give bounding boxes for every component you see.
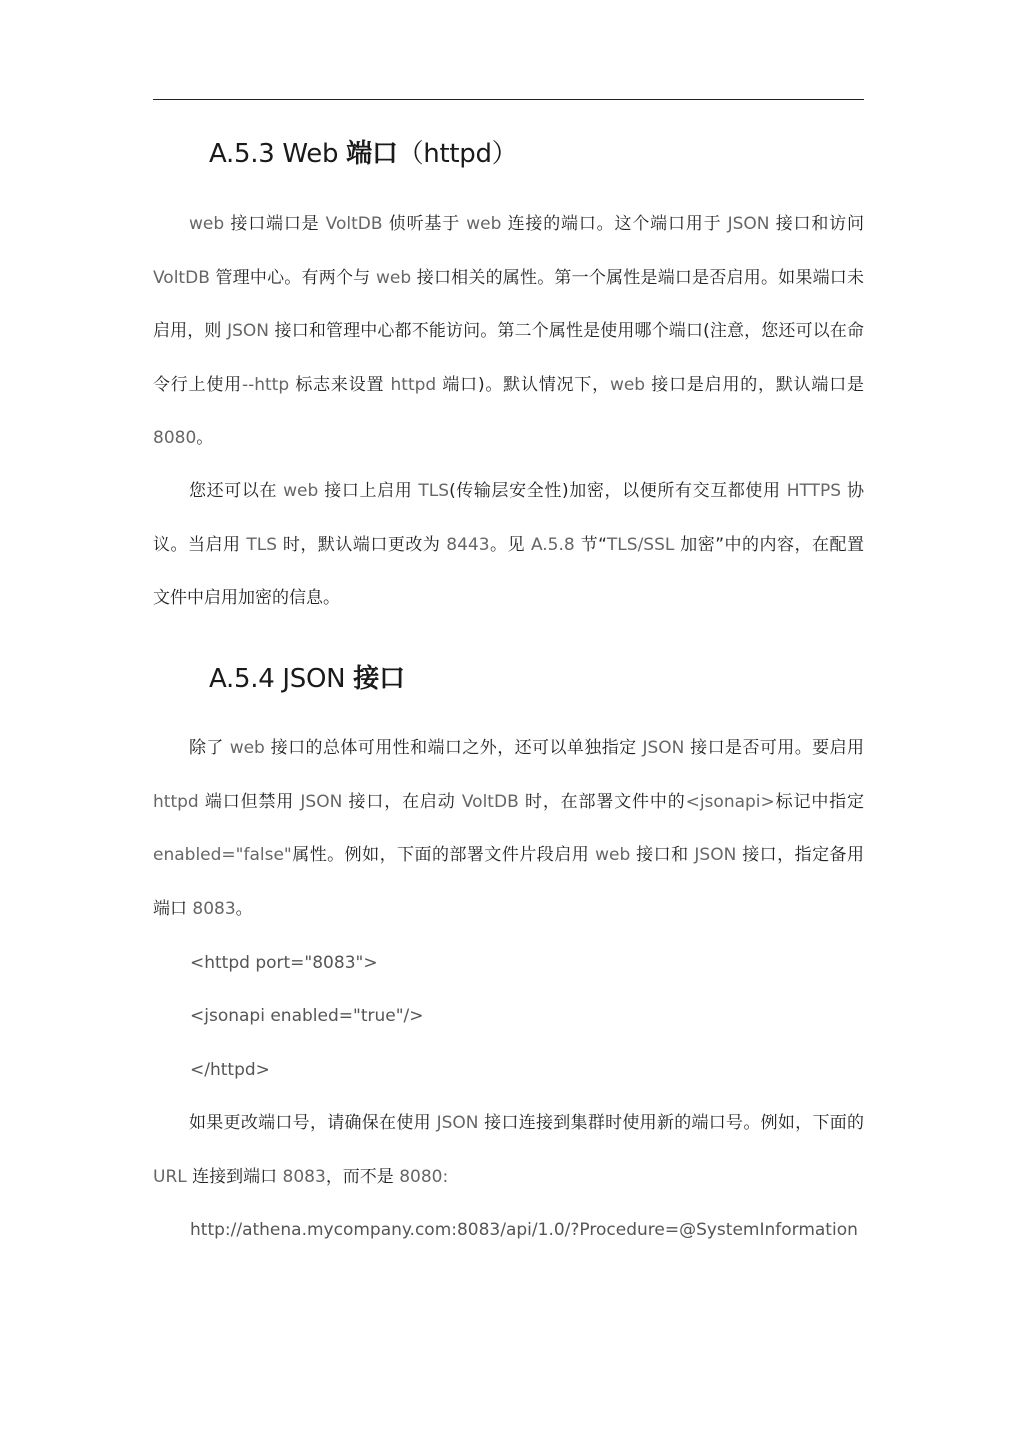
text-run: web	[189, 214, 225, 234]
code-line-jsonapi: <jsonapi enabled="true"/>	[190, 1006, 424, 1026]
text-run: 接口是启用的，默认端口是	[645, 374, 865, 395]
text-run: TLS	[246, 534, 278, 555]
text-run: 接口，指定备用端口	[153, 845, 865, 919]
text-run: web	[466, 214, 502, 234]
text-run: 接口的总体可用性和端口之外，还可以单独指定	[264, 738, 643, 758]
text-run: VoltDB	[325, 214, 383, 234]
text-run: JSON	[642, 738, 685, 758]
text-run: VoltDB	[461, 791, 519, 812]
text-run: JSON	[300, 791, 343, 812]
text-run: 8080:	[399, 1166, 449, 1187]
text-run: 端口但禁用	[198, 791, 301, 812]
text-run: 接口连接到集群时使用新的端口号。例如，下面的	[478, 1113, 865, 1133]
text-run: 除了	[189, 738, 230, 758]
text-run: 。	[196, 428, 214, 448]
a54-paragraph-1	[153, 722, 864, 936]
top-rule	[153, 99, 864, 100]
text-run: web	[229, 738, 265, 758]
text-run: 节“	[574, 534, 607, 555]
text-run: web	[609, 374, 646, 395]
heading-a53	[209, 133, 517, 170]
text-run: JSON	[727, 214, 770, 234]
text-run: 8083	[282, 1166, 326, 1187]
url-example: http://athena.mycompany.com:8083/api/1.0/?Procedure=@SystemInformation	[190, 1220, 858, 1240]
text-run: 连接的端口。这个端口用于	[501, 214, 728, 234]
text-run: 接口端口是	[224, 214, 326, 234]
text-run: web	[283, 481, 319, 501]
text-run: ，而不是	[325, 1166, 400, 1187]
text-run: 管理中心。有两个与	[209, 267, 376, 288]
text-run: HTTPS	[786, 481, 841, 501]
a54-paragraph-2	[153, 1097, 864, 1204]
heading-a54	[209, 658, 405, 695]
heading-a54-bold: 接口	[353, 664, 405, 694]
text-run: 接口和管理中心都不能访问。第二个属性是使用哪个端口(注意，您还可以在命令行上使用	[153, 321, 864, 395]
text-run: 标记中指定	[774, 791, 865, 812]
text-run: httpd	[153, 791, 199, 812]
heading-a53-bold: 端口	[346, 139, 398, 169]
text-run: 加密”中的内容，在配置文件中启用加密的信息。	[153, 534, 865, 608]
text-run: 协议。当启用	[153, 481, 865, 555]
text-run: 您还可以在	[189, 481, 284, 501]
text-run: web	[375, 267, 412, 288]
text-run: httpd	[390, 374, 437, 395]
text-run: enabled="false"	[153, 845, 292, 865]
text-run: 接口是否可用。要启用	[684, 738, 865, 758]
text-run: (传输层安全性)加密，以便所有交互都使用	[449, 481, 787, 501]
heading-a53-suffix: （httpd）	[397, 139, 518, 169]
a53-paragraph-1	[153, 198, 864, 466]
text-run: 接口，在启动	[342, 791, 462, 812]
code-line-httpd-open: <httpd port="8083">	[190, 953, 378, 973]
heading-a53-prefix: A.5.3 Web	[209, 139, 347, 169]
text-run: --http	[241, 374, 290, 395]
text-run: A.5.8	[530, 534, 575, 555]
text-run: 。见	[489, 534, 531, 555]
text-run: <jsonapi>	[685, 791, 775, 812]
text-run: 端口)。默认情况下，	[436, 374, 610, 395]
text-run: 接口和访问	[769, 214, 864, 234]
heading-a54-prefix: A.5.4 JSON	[209, 664, 354, 694]
text-run: 时，在部署文件中的	[518, 791, 686, 812]
text-run: TLS	[418, 481, 450, 501]
text-run: VoltDB	[153, 267, 210, 288]
text-run: 8443	[446, 534, 490, 555]
text-run: JSON	[227, 321, 270, 341]
text-run: 时，默认端口更改为	[277, 534, 447, 555]
text-run: web	[595, 845, 631, 865]
text-run: 属性。例如，下面的部署文件片段启用	[291, 845, 596, 865]
a53-paragraph-2	[153, 465, 864, 626]
text-run: 接口和	[630, 845, 695, 865]
code-line-httpd-close: </httpd>	[190, 1060, 270, 1080]
text-run: 标志来设置	[289, 374, 391, 395]
text-run: 8083	[192, 898, 236, 919]
text-run: 8080	[153, 428, 197, 448]
text-run: 接口上启用	[318, 481, 419, 501]
text-run: 。	[235, 898, 253, 919]
text-run: JSON	[694, 845, 737, 865]
text-run: 如果更改端口号，请确保在使用	[189, 1113, 437, 1133]
text-run: URL	[153, 1166, 187, 1187]
text-run: 接口相关的属性。第一个属性是端口是否启用。如果端口未启用，则	[153, 267, 865, 341]
text-run: TLS/SSL	[606, 534, 675, 555]
text-run: 连接到端口	[186, 1166, 283, 1187]
text-run: 侦听基于	[382, 214, 467, 234]
text-run: JSON	[436, 1113, 479, 1133]
